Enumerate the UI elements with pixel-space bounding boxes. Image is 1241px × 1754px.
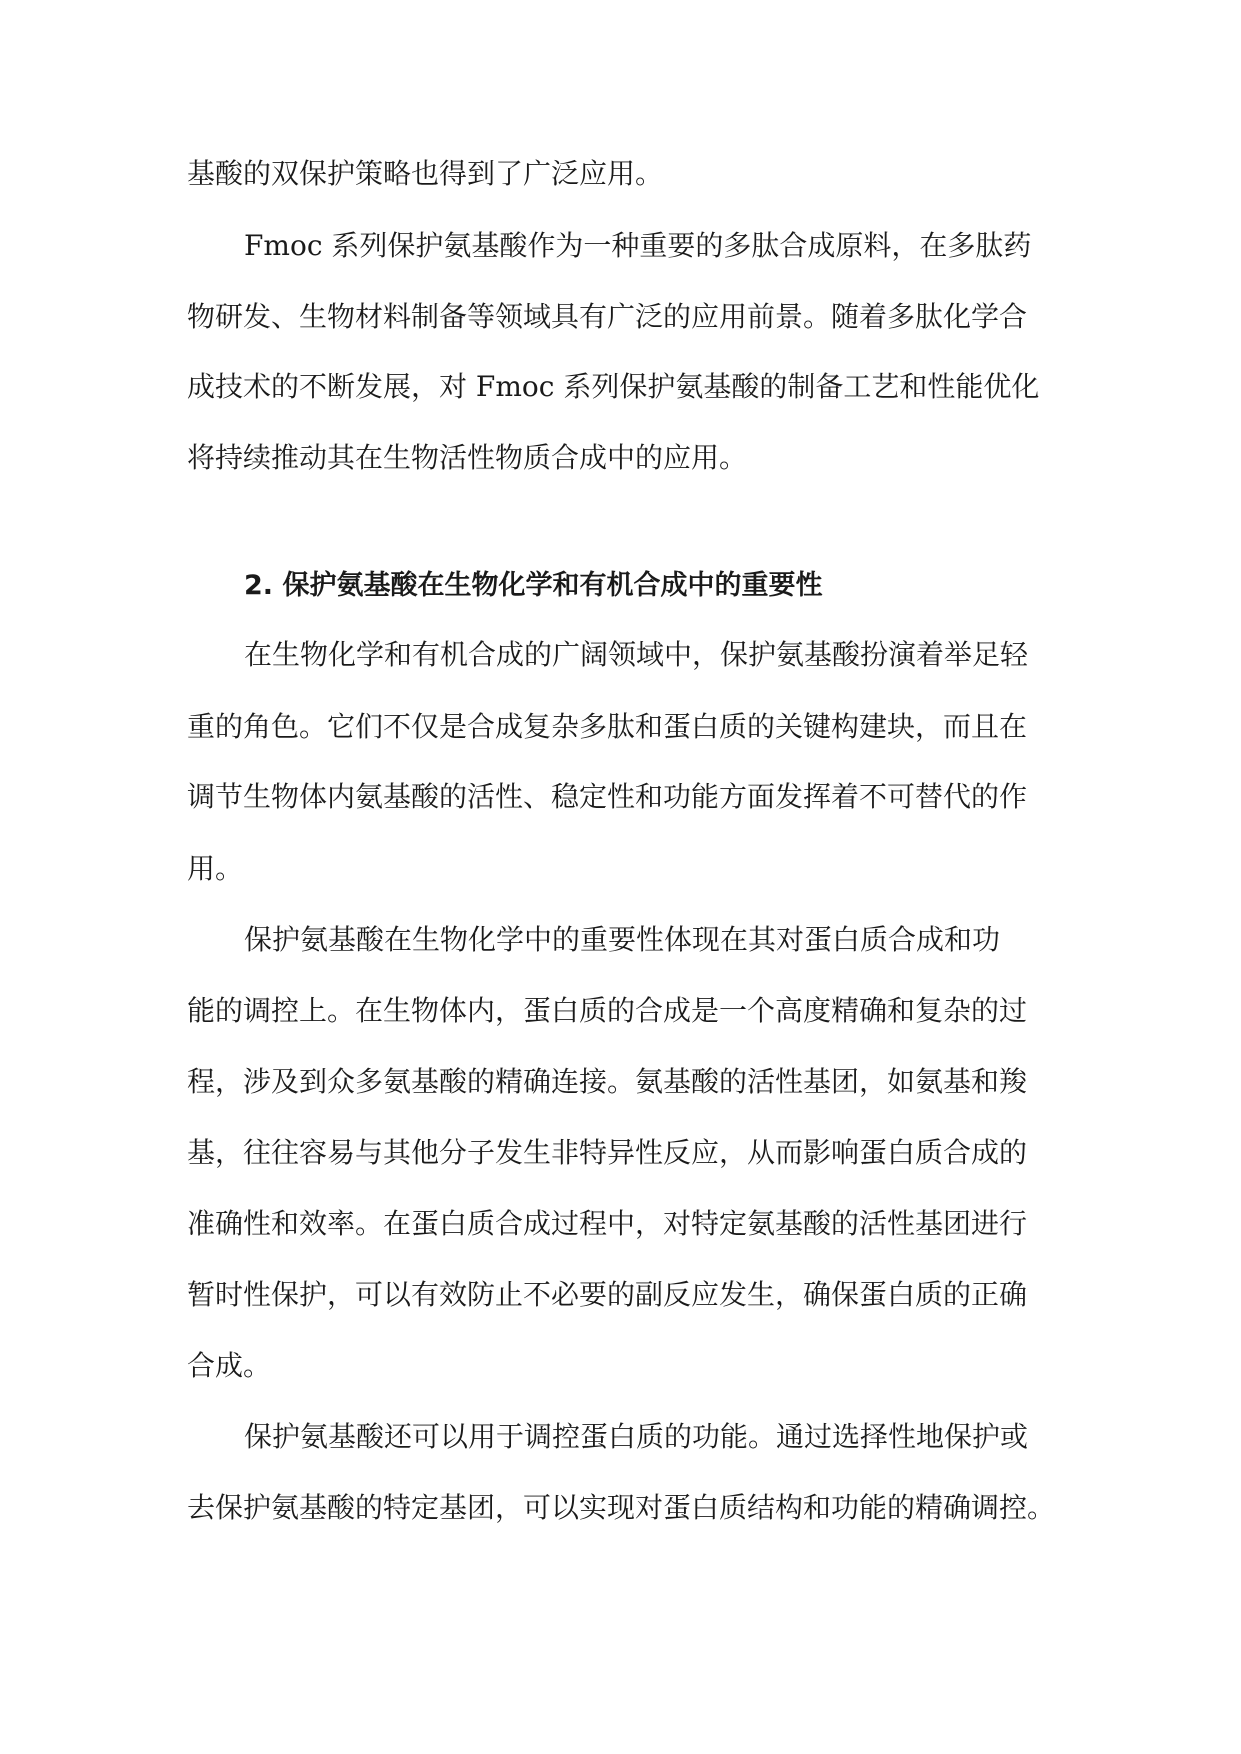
text-line: 程，涉及到众多氨基酸的精确连接。氨基酸的活性基团，如氨基和羧 — [187, 1065, 1028, 1098]
text-line: 将持续推动其在生物活性物质合成中的应用。 — [187, 441, 748, 474]
text-line: 准确性和效率。在蛋白质合成过程中，对特定氨基酸的活性基团进行 — [187, 1207, 1028, 1240]
text-line: 重的角色。它们不仅是合成复杂多肽和蛋白质的关键构建块，而且在 — [187, 710, 1028, 743]
text-line: 调节生物体内氨基酸的活性、稳定性和功能方面发挥着不可替代的作 — [187, 780, 1028, 813]
text-line: 保护氨基酸在生物化学中的重要性体现在其对蛋白质合成和功 — [244, 923, 1001, 956]
text-line: 基，往往容易与其他分子发生非特异性反应，从而影响蛋白质合成的 — [187, 1136, 1028, 1169]
text-line: 在生物化学和有机合成的广阔领域中，保护氨基酸扮演着举足轻 — [244, 638, 1029, 671]
text-line: Fmoc 系列保护氨基酸作为一种重要的多肽合成原料，在多肽药 — [244, 229, 1032, 262]
text-line: 保护氨基酸还可以用于调控蛋白质的功能。通过选择性地保护或 — [244, 1420, 1029, 1453]
text-line: 合成。 — [187, 1349, 272, 1382]
text-line: 成技术的不断发展，对 Fmoc 系列保护氨基酸的制备工艺和性能优化 — [187, 370, 1040, 403]
text-line: 暂时性保护，可以有效防止不必要的副反应发生，确保蛋白质的正确 — [187, 1278, 1028, 1311]
section-heading: 2. 保护氨基酸在生物化学和有机合成中的重要性 — [244, 570, 823, 601]
text-line: 物研发、生物材料制备等领域具有广泛的应用前景。随着多肽化学合 — [187, 300, 1028, 333]
text-line: 基酸的双保护策略也得到了广泛应用。 — [187, 157, 664, 190]
text-line: 去保护氨基酸的特定基团，可以实现对蛋白质结构和功能的精确调控。 — [187, 1491, 1056, 1524]
text-line: 用。 — [187, 852, 244, 885]
text-line: 能的调控上。在生物体内，蛋白质的合成是一个高度精确和复杂的过 — [187, 994, 1028, 1027]
